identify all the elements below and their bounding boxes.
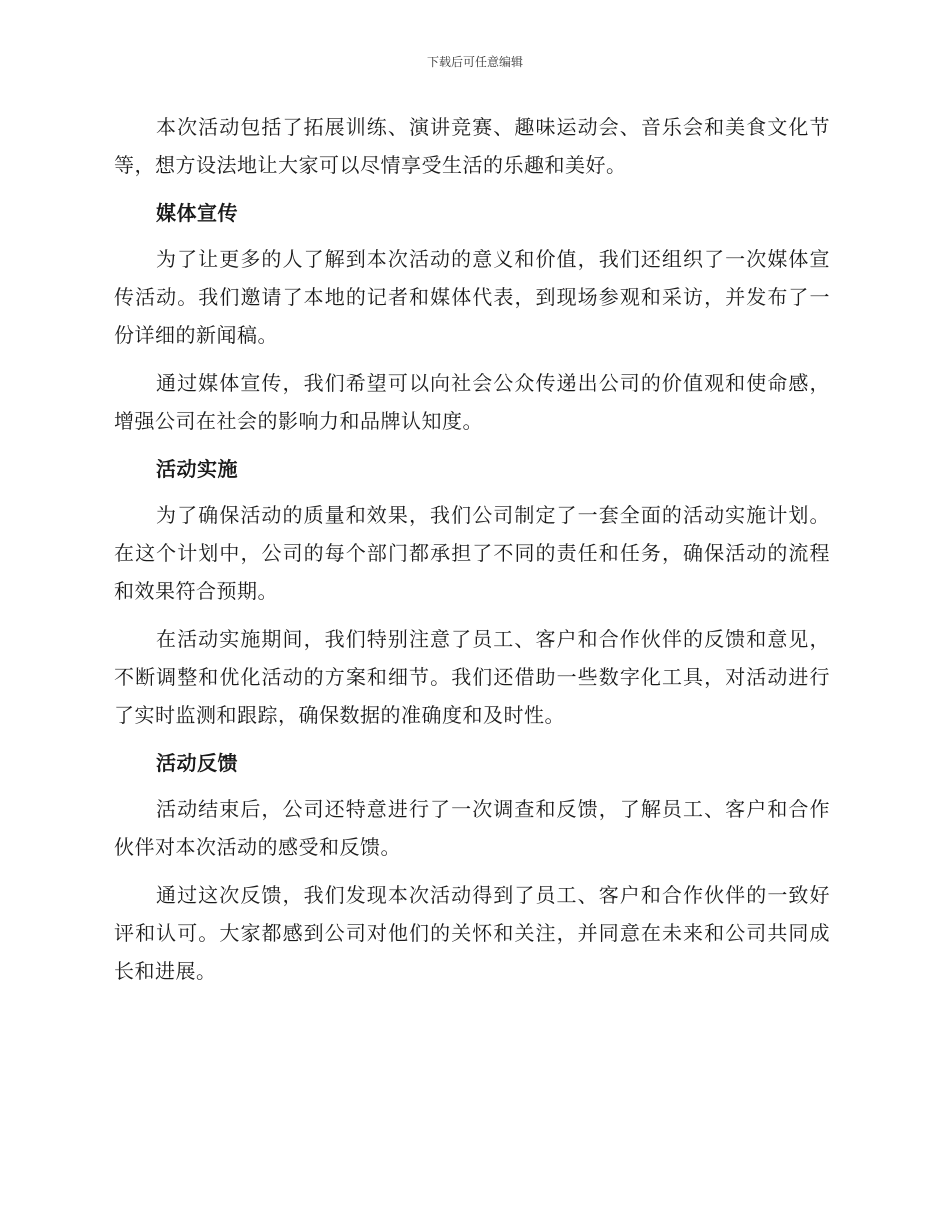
paragraph-feedback-1: 活动结束后，公司还特意进行了一次调查和反馈，了解员工、客户和合作伙伴对本次活动的感受和反馈。 xyxy=(114,797,830,859)
document-body xyxy=(114,108,830,1000)
section-heading-implementation: 活动实施 xyxy=(156,457,238,481)
paragraph-activities: 本次活动包括了拓展训练、演讲竞赛、趣味运动会、音乐会和美食文化节等，想方设法地让大家可以尽情享受生活的乐趣和美好。 xyxy=(114,115,830,177)
paragraph-media-2: 通过媒体宣传，我们希望可以向社会公众传递出公司的价值观和使命感，增强公司在社会的影响力和品牌认知度。 xyxy=(114,371,830,433)
section-heading-feedback: 活动反馈 xyxy=(156,751,238,775)
paragraph-implementation-2: 在活动实施期间，我们特别注意了员工、客户和合作伙伴的反馈和意见，不断调整和优化活动的方案和细节。我们还借助一些数字化工具，对活动进行了实时监测和跟踪，确保数据的准确度和及时性。 xyxy=(114,627,830,727)
page-header: 下载后可任意编辑 xyxy=(426,55,523,69)
paragraph-implementation-1: 为了确保活动的质量和效果，我们公司制定了一套全面的活动实施计划。在这个计划中，公司的每个部门都承担了不同的责任和任务，确保活动的流程和效果符合预期。 xyxy=(114,503,830,603)
paragraph-feedback-2: 通过这次反馈，我们发现本次活动得到了员工、客户和合作伙伴的一致好评和认可。大家都感到公司对他们的关怀和关注，并同意在未来和公司共同成长和进展。 xyxy=(114,883,830,983)
paragraph-media-1: 为了让更多的人了解到本次活动的意义和价值，我们还组织了一次媒体宣传活动。我们邀请了本地的记者和媒体代表，到现场参观和采访，并发布了一份详细的新闻稿。 xyxy=(114,247,830,347)
section-heading-media: 媒体宣传 xyxy=(156,201,238,225)
